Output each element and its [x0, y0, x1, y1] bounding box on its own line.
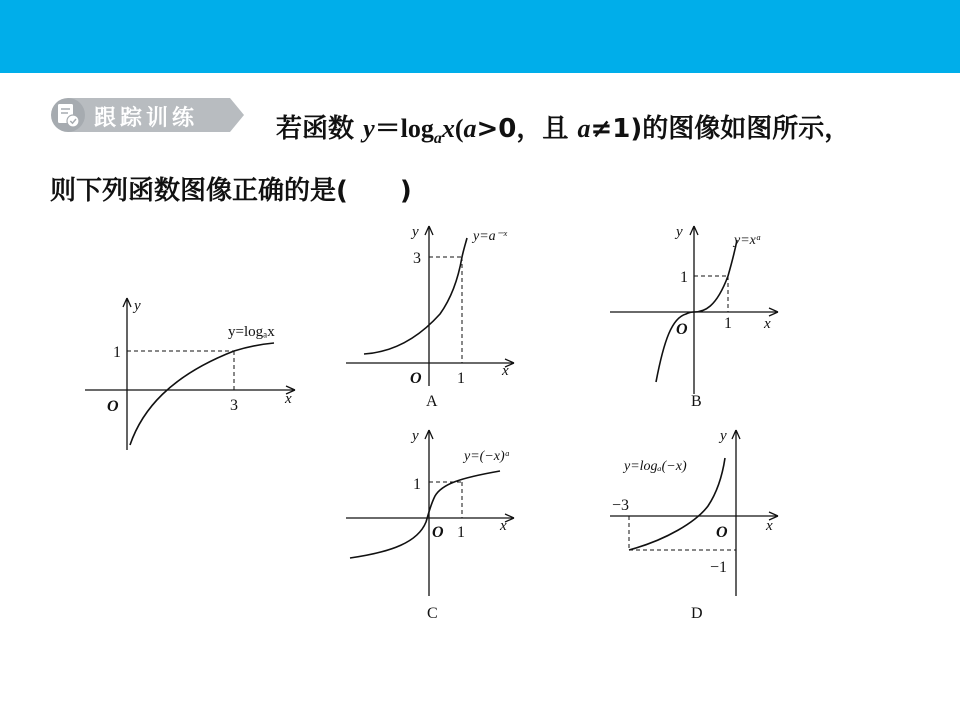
option-caption: C: [427, 605, 438, 622]
x-axis-label: x: [766, 518, 773, 534]
origin-label: O: [432, 524, 444, 541]
curve-label: y=logₐx: [228, 324, 275, 340]
curve-label: y=(−x)ᵃ: [464, 449, 511, 464]
y-axis-label: y: [412, 224, 419, 240]
graph-b: [606, 222, 796, 412]
y-tick-label: −1: [710, 559, 728, 576]
graph-c: [342, 426, 532, 626]
badge-label: 跟踪训练: [94, 106, 199, 131]
power-curve: [656, 240, 737, 382]
curve-label: y=a⁻ˣ: [473, 229, 508, 244]
origin-label: O: [716, 524, 728, 541]
graph-a: [342, 222, 532, 412]
y-tick-label: 1: [113, 344, 121, 361]
y-tick-label: 1: [413, 476, 421, 493]
y-axis-label: y: [676, 224, 683, 240]
guide-lines: [127, 351, 234, 390]
graph-d: [606, 426, 796, 626]
graph-given: [80, 290, 310, 460]
header-bar: [0, 0, 960, 73]
option-caption: D: [691, 605, 703, 622]
x-axis-label: x: [285, 391, 292, 407]
log-curve: [130, 343, 274, 445]
y-axis-label: y: [134, 298, 141, 314]
x-tick-label: −3: [612, 497, 630, 514]
origin-label: O: [107, 398, 119, 415]
guide-lines: [694, 276, 728, 312]
y-tick-label: 3: [413, 250, 421, 267]
x-axis-label: x: [502, 363, 509, 379]
x-tick-label: 3: [230, 397, 238, 414]
curve-label: y=xᵃ: [734, 233, 762, 248]
follow-up-practice-badge: [50, 97, 245, 133]
question-line-2: 则下列函数图像正确的是( ): [50, 176, 412, 206]
origin-label: O: [410, 370, 422, 387]
x-axis-label: x: [764, 316, 771, 332]
guide-lines: [429, 257, 462, 363]
y-tick-label: 1: [680, 269, 688, 286]
x-tick-label: 1: [457, 370, 465, 387]
x-tick-label: 1: [457, 524, 465, 541]
x-axis-label: x: [500, 518, 507, 534]
x-tick-label: 1: [724, 315, 732, 332]
origin-label: O: [676, 321, 688, 338]
curve-label: y=logₐ(−x): [624, 459, 687, 474]
question-line-1: 若函数 $y=\log_ax(a>0$，且 a≠1)的图像如图所示，: [276, 114, 851, 148]
power-curve: [350, 471, 500, 558]
option-caption: A: [426, 393, 438, 410]
y-axis-label: y: [412, 428, 419, 444]
option-caption: B: [691, 393, 702, 410]
y-axis-label: y: [720, 428, 727, 444]
